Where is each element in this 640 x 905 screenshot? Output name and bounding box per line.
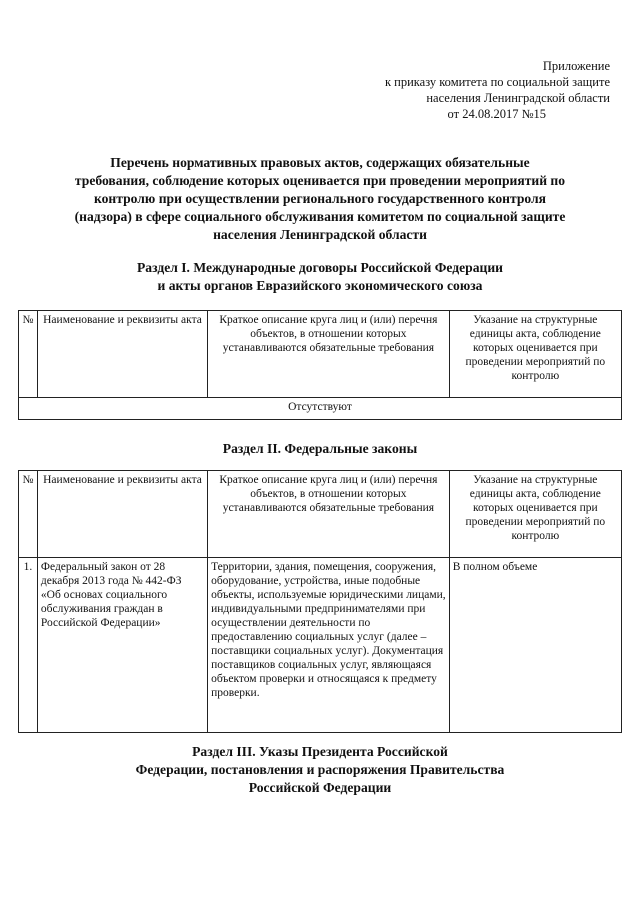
header-name: Наименование и реквизиты акта: [37, 471, 207, 558]
row-name: Федеральный закон от 28 декабря 2013 года № 442-ФЗ «Об основах социального обслуживания граждан в Российской Федерации»: [37, 558, 207, 733]
appendix-block: [330, 58, 610, 122]
section-title-line: Российской Федерации: [248, 780, 392, 795]
section-2-table: [18, 470, 622, 733]
section-title-line: Раздел I. Международные договоры Российской Федерации: [137, 260, 503, 275]
title-line: контролю при осуществлении регионального государственного контроля: [93, 191, 547, 206]
header-description: Краткое описание круга лиц и (или) перечня объектов, в отношении которых устанавливаются обязательные требования: [208, 311, 450, 398]
appendix-line: к приказу комитета по социальной защите: [384, 75, 610, 89]
title-line: требования, соблюдение которых оценивается при проведении мероприятий по: [74, 173, 566, 188]
section-title-line: и акты органов Евразийского экономического союза: [157, 278, 483, 293]
row-num: 1.: [19, 558, 38, 733]
section-1-table: [18, 310, 622, 420]
document-title: [40, 154, 600, 244]
row-description: Территории, здания, помещения, сооружения, оборудование, устройства, иные подобные объекты, используемые юридическими лицами, индивидуальными предпринимателями при осуществлении деятельности по предоставлению социальных услуг (далее – поставщики социальных услуг). Документация поставщиков социальных услуг, являющаяся объектом проверки и относящаяся к предмету проверки.: [208, 558, 450, 733]
appendix-line: населения Ленинградской области: [426, 91, 610, 105]
table-row: [19, 558, 622, 733]
table-header-row: [19, 471, 622, 558]
header-name: Наименование и реквизиты акта: [37, 311, 207, 398]
title-line: Перечень нормативных правовых актов, содержащих обязательные: [110, 155, 530, 170]
header-num: №: [19, 471, 38, 558]
appendix-line: Приложение: [542, 59, 610, 73]
title-line: (надзора) в сфере социального обслуживания комитетом по социальной защите: [74, 209, 566, 224]
title-line: населения Ленинградской области: [213, 227, 427, 242]
row-indication: В полном объеме: [449, 558, 621, 733]
section-3-title: [40, 743, 600, 797]
section-1-title: [40, 259, 600, 295]
appendix-date: от 24.08.2017 №15: [447, 107, 546, 121]
table-row: [19, 398, 622, 420]
section-title-line: Федерации, постановления и распоряжения Правительства: [135, 762, 505, 777]
header-description: Краткое описание круга лиц и (или) перечня объектов, в отношении которых устанавливаются обязательные требования: [208, 471, 450, 558]
header-num: №: [19, 311, 38, 398]
section-2-title: Раздел II. Федеральные законы: [222, 441, 418, 456]
absent-cell: Отсутствуют: [19, 398, 622, 420]
header-indication: Указание на структурные единицы акта, соблюдение которых оценивается при проведении мероприятий по контролю: [449, 311, 621, 398]
table-header-row: [19, 311, 622, 398]
header-indication: Указание на структурные единицы акта, соблюдение которых оценивается при проведении мероприятий по контролю: [449, 471, 621, 558]
section-title-line: Раздел III. Указы Президента Российской: [192, 744, 448, 759]
